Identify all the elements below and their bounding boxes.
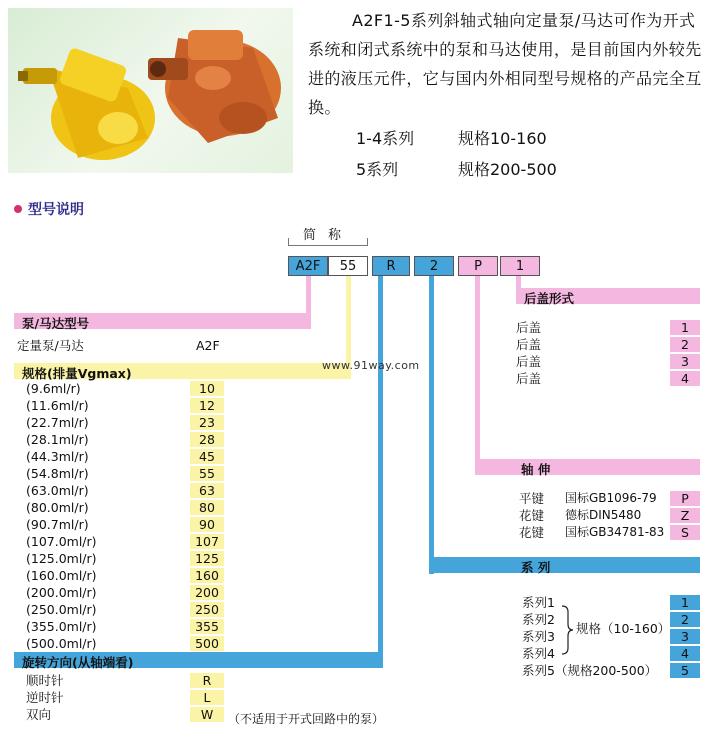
band-series	[429, 557, 700, 573]
band-size	[14, 363, 351, 379]
size-row-label: (250.0ml/r)	[26, 602, 97, 617]
connector-shaft	[475, 276, 480, 474]
size-row-code: 355	[190, 619, 224, 634]
series-row-code: 4	[670, 646, 700, 661]
series-row-code: 3	[670, 629, 700, 644]
band-cover	[516, 288, 700, 304]
size-row-code: 125	[190, 551, 224, 566]
code-box-shaft: P	[458, 256, 498, 276]
abbreviation-tick	[367, 238, 368, 246]
abbreviation-label: 简称	[302, 228, 353, 243]
pump-illustration	[8, 8, 293, 173]
band-pump-type	[14, 313, 311, 329]
band-series-label: 系 列	[521, 560, 551, 575]
series-row-code: 1	[670, 595, 700, 610]
size-row-code: 28	[190, 432, 224, 447]
type-row-label: 定量泵/马达	[17, 338, 84, 353]
type-row-code: A2F	[196, 338, 220, 353]
connector-series	[429, 276, 434, 574]
band-cover-label: 后盖形式	[524, 291, 575, 306]
shaft-row-standard: 德标DIN5480	[565, 508, 642, 522]
band-pump-type-label: 泵/马达型号	[22, 316, 90, 331]
band-rotation	[14, 652, 383, 668]
size-row-label: (28.1ml/r)	[26, 432, 89, 447]
band-shaft-label: 轴 伸	[521, 462, 551, 477]
shaft-row-code: Z	[670, 508, 700, 523]
series-spec: 规格10-160	[458, 129, 547, 148]
series-row-label: 系列1	[522, 595, 555, 610]
size-row-label: (160.0ml/r)	[26, 568, 97, 583]
cover-row-code: 4	[670, 371, 700, 386]
size-row-label: (90.7ml/r)	[26, 517, 89, 532]
shaft-row-standard: 国标GB34781-83	[565, 525, 665, 539]
connector-rotation	[378, 276, 383, 658]
shaft-row-code: P	[670, 491, 700, 506]
rotation-row-code: R	[190, 673, 224, 688]
size-row-code: 12	[190, 398, 224, 413]
rotation-row-code: L	[190, 690, 224, 705]
size-row-code: 23	[190, 415, 224, 430]
cover-row-code: 2	[670, 337, 700, 352]
size-row-code: 10	[190, 381, 224, 396]
size-row-code: 63	[190, 483, 224, 498]
size-row-code: 500	[190, 636, 224, 651]
shaft-row-code: S	[670, 525, 700, 540]
series-row-label: 系列3	[522, 629, 555, 644]
series-name: 5系列	[356, 160, 399, 179]
size-row-label: (22.7ml/r)	[26, 415, 89, 430]
watermark: www.91way.com	[322, 359, 420, 372]
rotation-row-code: W	[190, 707, 224, 722]
series-row-code: 2	[670, 612, 700, 627]
code-box-cover: 1	[500, 256, 540, 276]
code-box-type: A2F	[288, 256, 328, 276]
series-line-1	[356, 124, 547, 153]
abbreviation-tick	[288, 238, 289, 246]
rotation-row-label: 双向	[26, 707, 52, 722]
series-row-label: 系列2	[522, 612, 555, 627]
size-row-label: (63.0ml/r)	[26, 483, 89, 498]
size-row-label: (54.8ml/r)	[26, 466, 89, 481]
rotation-row-label: 顺时针	[26, 673, 64, 688]
size-row-code: 200	[190, 585, 224, 600]
series-brace-icon	[560, 604, 574, 656]
bullet-icon	[14, 205, 22, 213]
rotation-row-label: 逆时针	[26, 690, 64, 705]
cover-row-label: 后盖	[516, 337, 542, 352]
size-row-code: 80	[190, 500, 224, 515]
series-row-code: 5	[670, 663, 700, 678]
size-row-label: (80.0ml/r)	[26, 500, 89, 515]
size-row-label: (11.6ml/r)	[26, 398, 89, 413]
connector-size	[346, 276, 351, 370]
band-rotation-label: 旋转方向(从轴端看)	[22, 655, 134, 670]
shaft-row-label: 花键	[519, 508, 545, 523]
intro-block	[308, 6, 706, 122]
size-row-label: (355.0ml/r)	[26, 619, 97, 634]
band-shaft	[475, 459, 700, 475]
size-row-code: 107	[190, 534, 224, 549]
size-row-label: (200.0ml/r)	[26, 585, 97, 600]
intro-paragraph: A2F1-5系列斜轴式轴向定量泵/马达可作为开式系统和闭式系统中的泵和马达使用，是目前国内外较先进的液压元件，它与国内外相同型号规格的产品完全互换。	[308, 11, 702, 117]
shaft-row-label: 花键	[519, 525, 545, 540]
size-row-label: (44.3ml/r)	[26, 449, 89, 464]
size-row-label: (107.0ml/r)	[26, 534, 97, 549]
size-row-code: 90	[190, 517, 224, 532]
cover-row-label: 后盖	[516, 371, 542, 386]
series-spec: 规格200-500	[458, 160, 557, 179]
band-size-label: 规格(排量Vgmax)	[22, 366, 132, 381]
size-row-code: 160	[190, 568, 224, 583]
cover-row-code: 1	[670, 320, 700, 335]
series-name: 1-4系列	[356, 129, 415, 148]
shaft-row-label: 平键	[519, 491, 545, 506]
cover-row-label: 后盖	[516, 320, 542, 335]
size-row-label: (125.0ml/r)	[26, 551, 97, 566]
series-line-2	[356, 155, 557, 184]
cover-row-code: 3	[670, 354, 700, 369]
series-row-label: 系列5（规格200-500）	[522, 663, 658, 678]
shaft-row-standard: 国标GB1096-79	[565, 491, 657, 505]
size-row-code: 55	[190, 466, 224, 481]
product-photo	[8, 8, 293, 173]
cover-row-label: 后盖	[516, 354, 542, 369]
size-row-label: (9.6ml/r)	[26, 381, 81, 396]
rotation-note: （不适用于开式回路中的泵）	[228, 712, 385, 726]
code-box-size: 55	[328, 256, 368, 276]
series-group-note: 规格（10-160）	[576, 621, 671, 636]
abbreviation-underline	[288, 245, 368, 246]
size-row-code: 250	[190, 602, 224, 617]
size-row-code: 45	[190, 449, 224, 464]
size-row-label: (500.0ml/r)	[26, 636, 97, 651]
series-row-label: 系列4	[522, 646, 555, 661]
code-box-rotation: R	[372, 256, 410, 276]
section-title: 型号说明	[28, 202, 84, 218]
code-box-series: 2	[414, 256, 454, 276]
